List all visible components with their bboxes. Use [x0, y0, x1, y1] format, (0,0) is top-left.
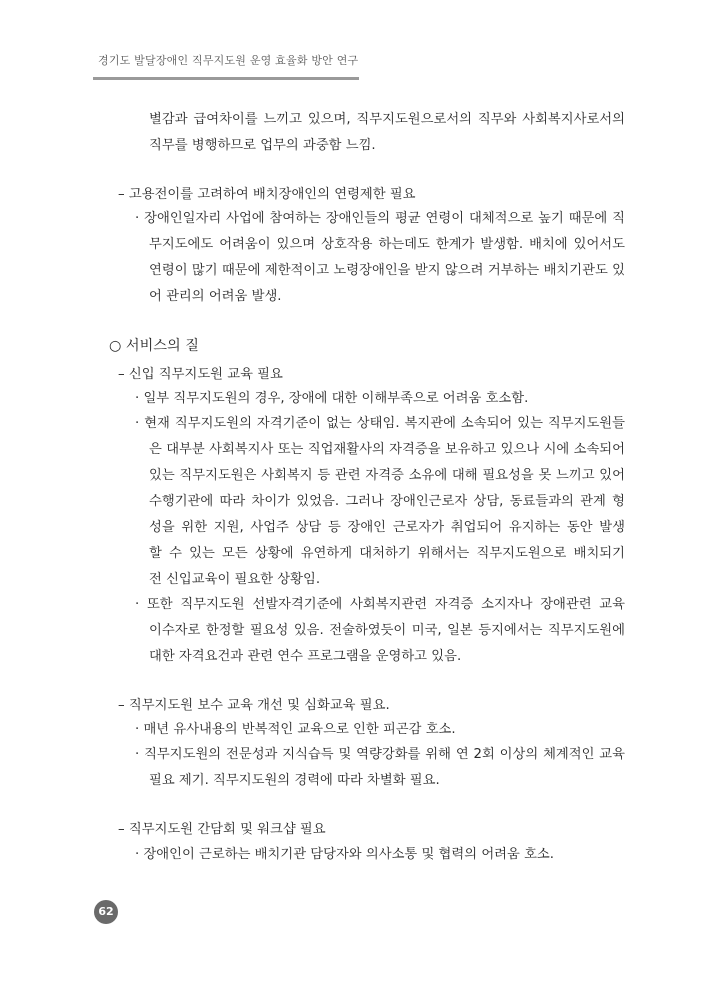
paragraph-line: 성을 위한 지원, 사업주 상담 등 장애인 근로자가 취업되어 유지하는 동안 발생	[149, 520, 625, 535]
dash-item-age-limit: – 고용전이를 고려하여 배치장애인의 연령제한 필요	[118, 187, 416, 202]
bullet-item-qualification: · 현재 직무지도원의 자격기준이 없는 상태임. 복지관에 소속되어 있는 직무지도원들	[135, 416, 625, 431]
paragraph-line: 별감과 급여차이를 느끼고 있으며, 직무지도원으로서의 직무와 사회복지사로서의	[149, 112, 625, 127]
paragraph-line: 있는 직무지도원은 사회복지 등 관련 자격증 소유에 대해 필요성을 못 느끼고 있어	[149, 468, 625, 483]
running-header-title: 경기도 발달장애인 직무지도원 운영 효율화 방안 연구	[98, 54, 359, 67]
paragraph-line: 직무를 병행하므로 업무의 과중함 느낌.	[149, 138, 376, 153]
dash-item-workshop: – 직무지도원 간담회 및 워크샵 필요	[118, 822, 326, 837]
bullet-item-communication: · 장애인이 근로하는 배치기관 담당자와 의사소통 및 협력의 어려움 호소.	[135, 847, 554, 862]
paragraph-line: 전 신입교육이 필요한 상황임.	[149, 572, 321, 587]
page-number-badge: 62	[94, 900, 118, 924]
paragraph-line: 할 수 있는 모든 상황에 유연하게 대처하기 위해서는 직무지도원으로 배치되기	[149, 546, 625, 561]
paragraph-line: 어 관리의 어려움 발생.	[149, 289, 282, 304]
bullet-item-selection-criteria: · 또한 직무지도원 선발자격기준에 사회복지관련 자격증 소지자나 장애관련 교육	[135, 597, 625, 612]
dash-item-refresher-training: – 직무지도원 보수 교육 개선 및 심화교육 필요.	[118, 698, 390, 713]
section-heading-service-quality: ○ 서비스의 질	[109, 338, 199, 354]
dash-item-new-training: – 신입 직무지도원 교육 필요	[118, 367, 283, 382]
paragraph-line: 연령이 많기 때문에 제한적이고 노령장애인을 받지 않으려 거부하는 배치기관도 있	[149, 263, 625, 278]
paragraph-line: 필요 제기. 직무지도원의 경력에 따라 차별화 필요.	[149, 773, 440, 788]
bullet-item-age: · 장애인일자리 사업에 참여하는 장애인들의 평균 연령이 대체적으로 높기 때문에 직	[135, 211, 625, 226]
paragraph-line: 은 대부분 사회복지사 또는 직업재활사의 자격증을 보유하고 있으나 시에 소속되어	[149, 442, 625, 457]
paragraph-line: 무지도에도 어려움이 있으며 상호작용 하는데도 한계가 발생함. 배치에 있어서도	[149, 237, 625, 252]
bullet-item-systematic-training: · 직무지도원의 전문성과 지식습득 및 역량강화를 위해 연 2회 이상의 체계적인 교육	[135, 747, 625, 762]
paragraph-line: 대한 자격요건과 관련 연수 프로그램을 운영하고 있음.	[149, 649, 462, 664]
bullet-item-repetitive-training: · 매년 유사내용의 반복적인 교육으로 인한 피곤감 호소.	[135, 722, 456, 737]
bullet-item-understanding: · 일부 직무지도원의 경우, 장애에 대한 이해부족으로 어려움 호소함.	[135, 391, 529, 406]
paragraph-line: 수행기관에 따라 차이가 있었음. 그러나 장애인근로자 상담, 동료들과의 관계 형	[149, 494, 625, 509]
header-divider	[93, 77, 359, 80]
paragraph-line: 이수자로 한정할 필요성 있음. 전술하였듯이 미국, 일본 등지에서는 직무지도원에	[149, 623, 625, 638]
